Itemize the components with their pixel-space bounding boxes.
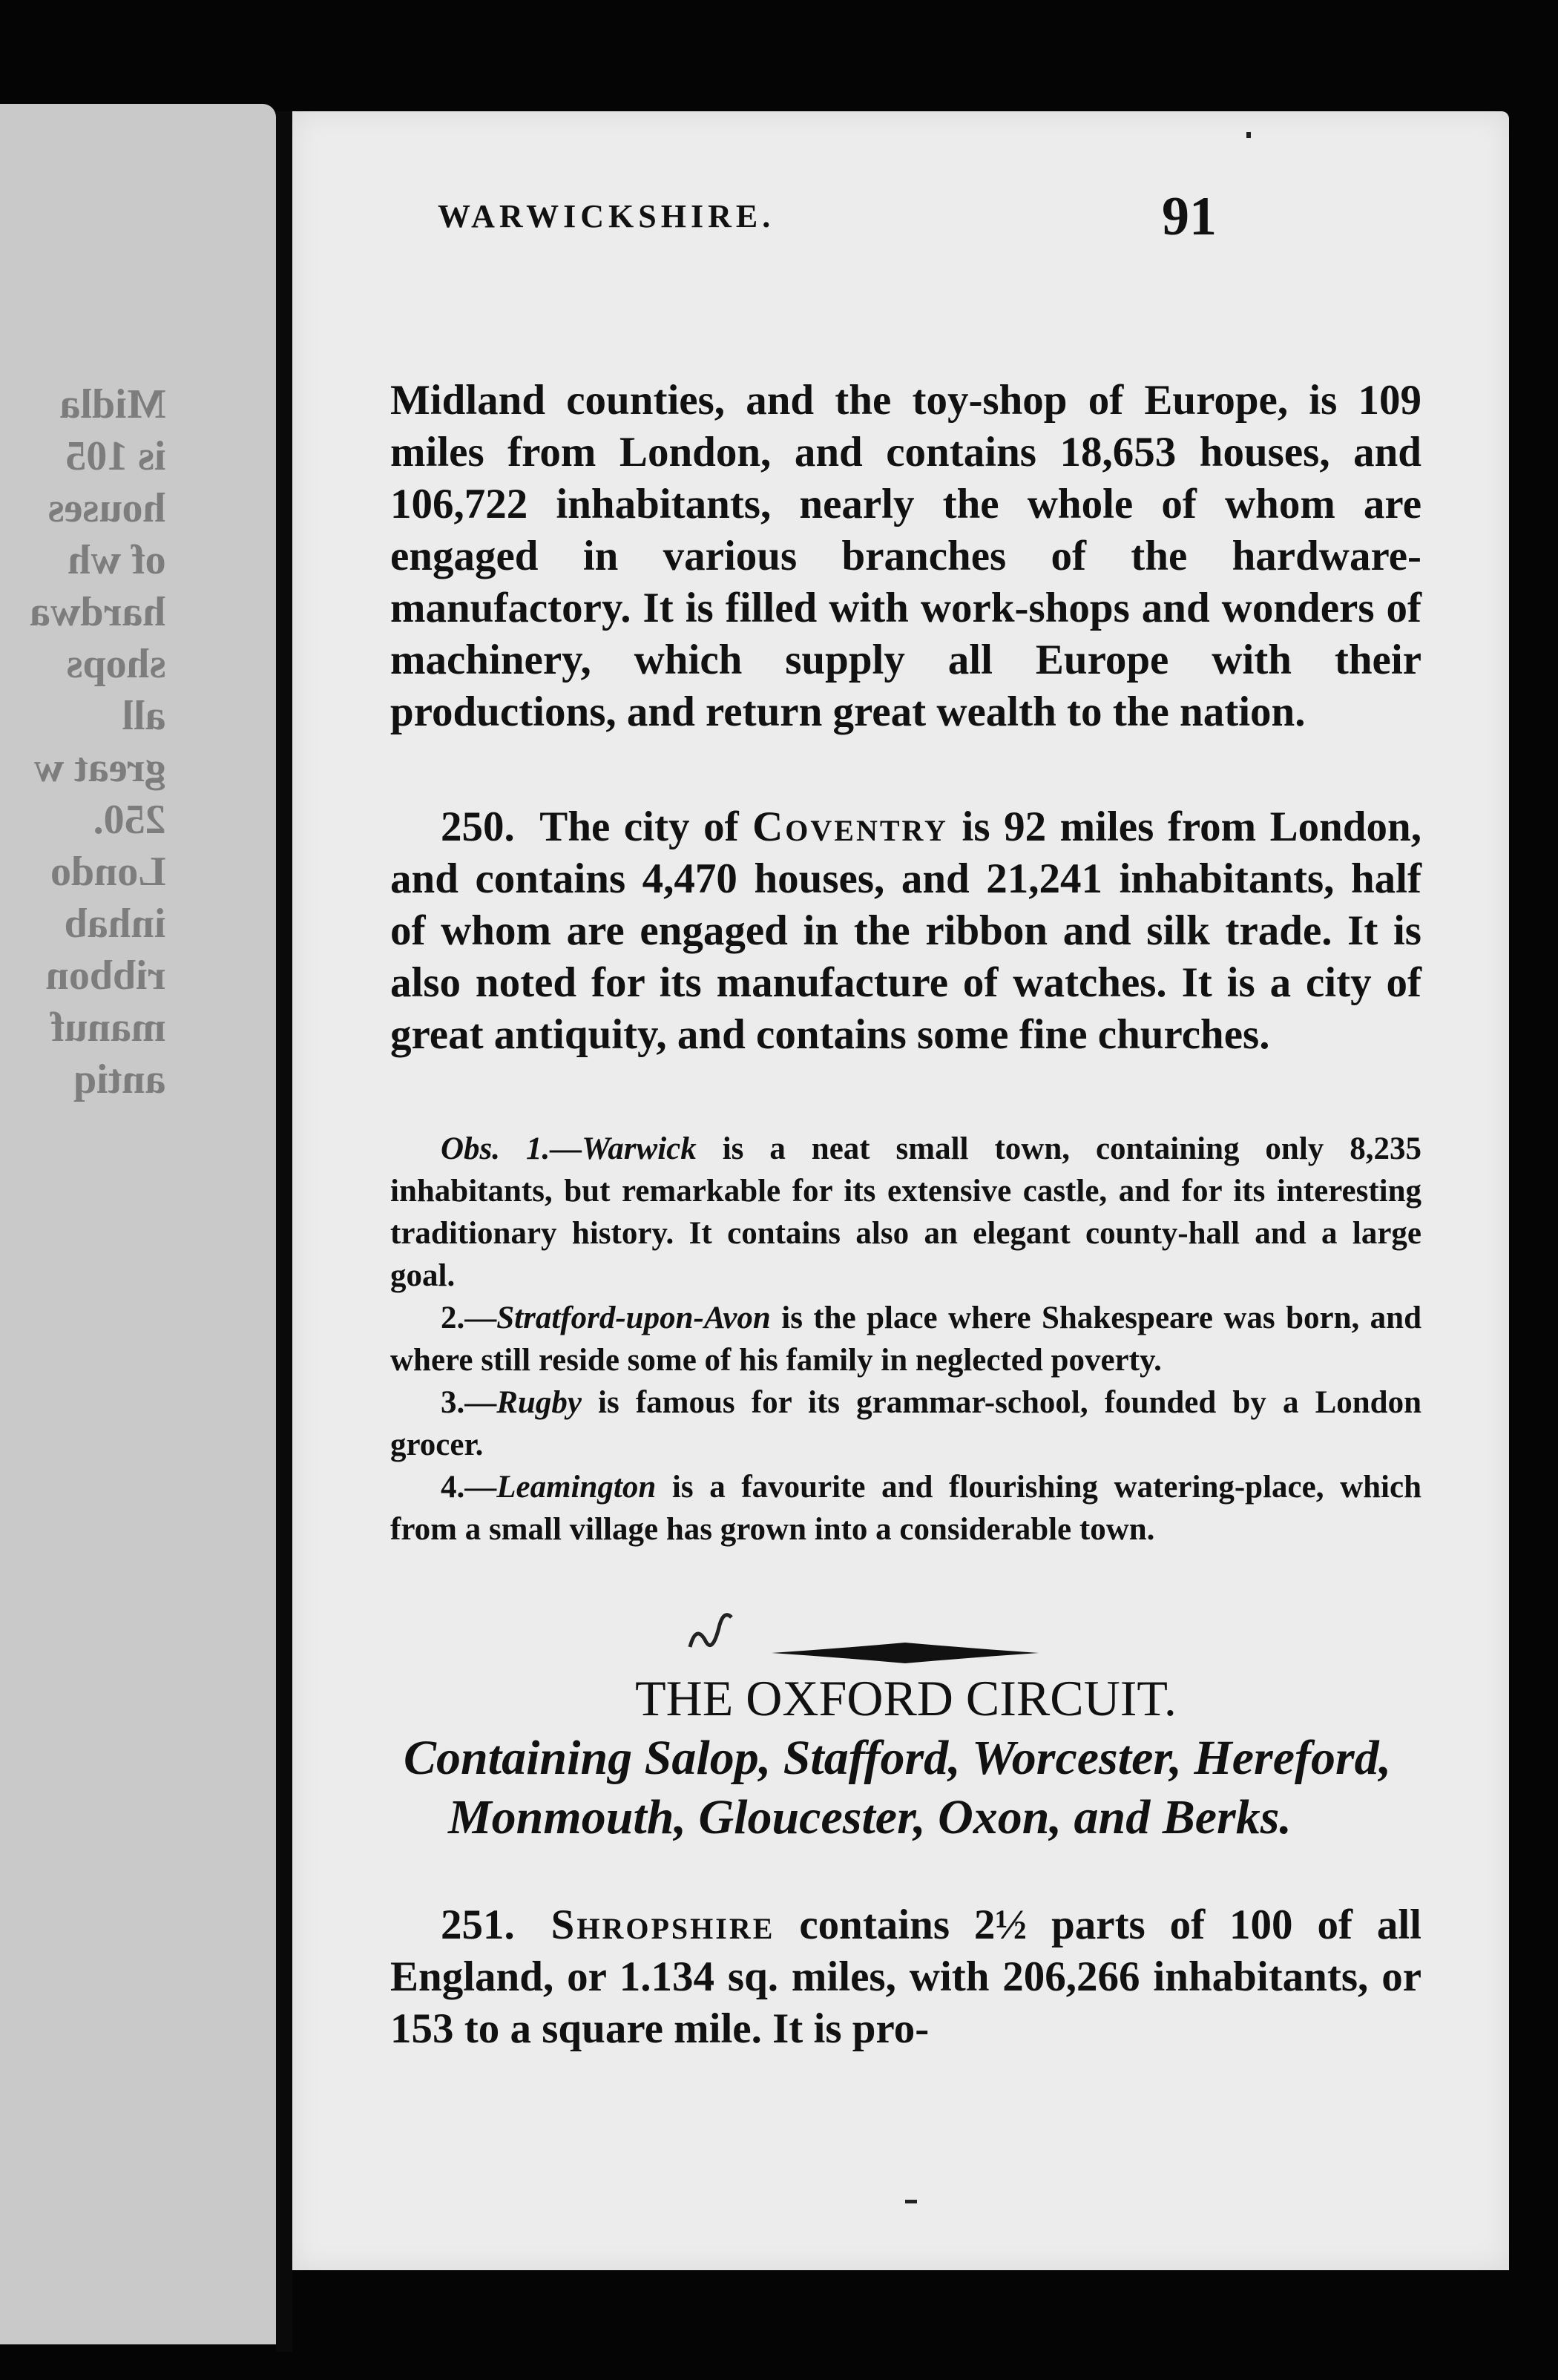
obs-place: Rugby [496, 1385, 582, 1420]
pen-mark [683, 1595, 742, 1662]
paragraph-249-continued: Midland counties, and the toy-shop of Europe, is 109 miles from London, and contains 18,653 houses, and 106,722 inhabitants, nearly the whole of whom are engaged in various branches of the hardware-manufactory. It is filled with work-shops and wonders of machinery, which supply all Europe with their productions, and return great wealth to the nation. [390, 377, 1421, 735]
section-subheading: Containing Salop, Stafford, Worcester, Hereford, Monmouth, Gloucester, Oxon, and Berks. [404, 1731, 1392, 1844]
ink-speck [1246, 132, 1251, 138]
book-gutter [276, 111, 292, 2352]
paragraph-text: is 92 miles from London, and contains 4,470 houses, and 21,241 inhabitants, half of whom are engaged in the ribbon and silk trade. It is also noted for its manufacture of watches. It is a city of great antiquity, and contains some fine churches. [390, 803, 1422, 1058]
obs-place: Stratford-upon-Avon [496, 1301, 771, 1335]
ink-speck [905, 2200, 917, 2203]
place-name-shropshire: Shropshire [550, 1901, 775, 1948]
place-name-coventry: Coventry [752, 803, 948, 850]
obs-text: is famous for its grammar-school, founded by a London grocer. [390, 1385, 1421, 1462]
observation-2 [390, 1297, 1421, 1381]
paragraph-250 [390, 801, 1421, 1061]
paragraph-251 [390, 1899, 1421, 2055]
paragraph-number: 251. [441, 1901, 515, 1948]
paragraph-text: contains 2½ parts of 100 of all England, or 1.134 sq. miles, with 206,266 inhabitants, or 153 to a square mile. It is pro- [390, 1901, 1421, 2052]
observation-4 [390, 1466, 1421, 1551]
bleed-through-text: Midla is 105 houses of wh hardwa shops all great w 250. Londo inhab ribbon manuf antiq [30, 381, 166, 1102]
running-head [438, 185, 1217, 245]
paragraph-number: 250. [441, 803, 515, 850]
page-number: 91 [1162, 186, 1217, 247]
running-title: WARWICKSHIRE. [438, 198, 775, 234]
observation-1 [390, 1128, 1421, 1297]
ornamental-rule [772, 1638, 1039, 1668]
obs-label: 4.— [441, 1470, 497, 1505]
obs-label: 3.— [441, 1385, 497, 1420]
obs-place: Warwick [582, 1131, 697, 1166]
obs-text: is the place where Shakespeare was born, and where still reside some of his family in neglected poverty. [390, 1301, 1421, 1378]
section-heading: THE OXFORD CIRCUIT. [635, 1670, 1177, 1726]
observation-3 [390, 1381, 1421, 1466]
obs-place: Leamington [496, 1470, 657, 1505]
obs-text: is a favourite and flourishing watering-place, which from a small village has grown into a considerable town. [390, 1470, 1421, 1547]
paragraph-lead: The city of [539, 803, 739, 850]
facing-page [0, 104, 276, 2344]
obs-label: Obs. 1.— [441, 1131, 582, 1166]
observations [390, 1128, 1421, 1551]
obs-text: is a neat small town, containing only 8,235 inhabitants, but remarkable for its extensive castle, and for its interesting traditionary history. It contains also an elegant county-hall and a large goal. [390, 1131, 1421, 1293]
obs-label: 2.— [441, 1301, 497, 1335]
